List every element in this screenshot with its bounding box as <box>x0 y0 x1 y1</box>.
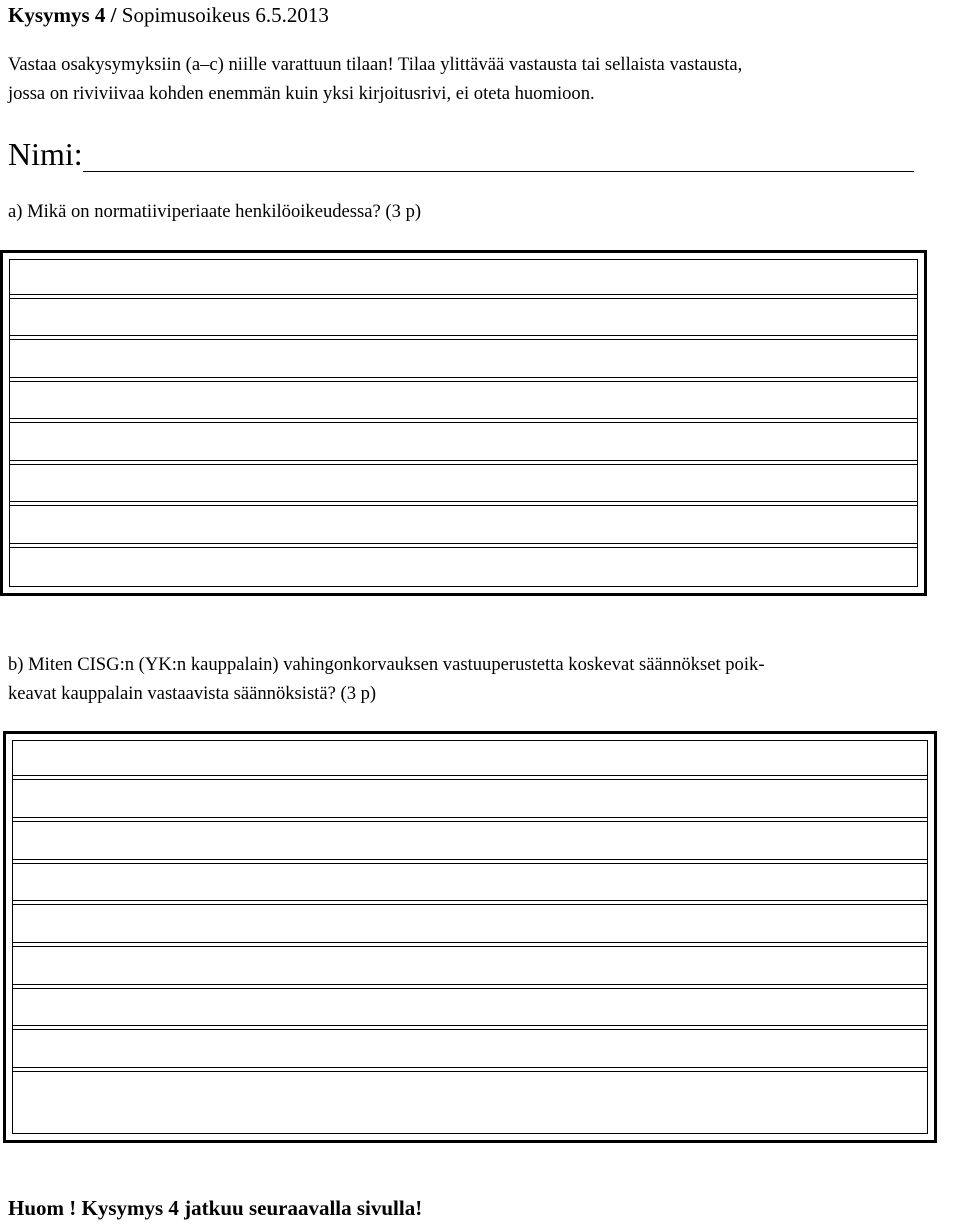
name-field <box>8 130 914 172</box>
question-a-text: a) Mikä on normatiiviperiaate henkilöoikeudessa? (3 p) <box>8 201 422 222</box>
page-header <box>8 3 329 27</box>
instructions-line-2: jossa on riviviivaa kohden enemmän kuin yksi kirjoitusrivi, ei oteta huomioon. <box>8 83 595 104</box>
instructions-line-1: Vastaa osakysymyksiin (a–c) niille varattuun tilaan! Tilaa ylittävää vastausta tai sellaista vastausta, <box>8 54 743 75</box>
answer-box-a[interactable] <box>0 250 927 596</box>
exam-subject-date: Sopimusoikeus 6.5.2013 <box>116 3 329 27</box>
question-b-line-1: b) Miten CISG:n (YK:n kauppalain) vahingonkorvauksen vastuuperustetta koskevat säännökset poik- <box>8 654 765 675</box>
question-a <box>8 197 958 226</box>
answer-box-b[interactable] <box>3 731 937 1143</box>
question-number: Kysymys 4 / <box>8 3 117 27</box>
answer-box-b-inner-border <box>12 740 928 1134</box>
name-input-line[interactable] <box>83 137 914 172</box>
question-b-line-2: keavat kauppalain vastaavista säännöksistä? (3 p) <box>8 683 377 704</box>
instructions <box>8 50 958 108</box>
name-label: Nimi: <box>8 136 83 172</box>
continuation-notice: Huom ! Kysymys 4 jatkuu seuraavalla sivulla! <box>8 1196 423 1220</box>
answer-box-a-inner-border <box>9 259 918 587</box>
question-b <box>8 650 958 708</box>
